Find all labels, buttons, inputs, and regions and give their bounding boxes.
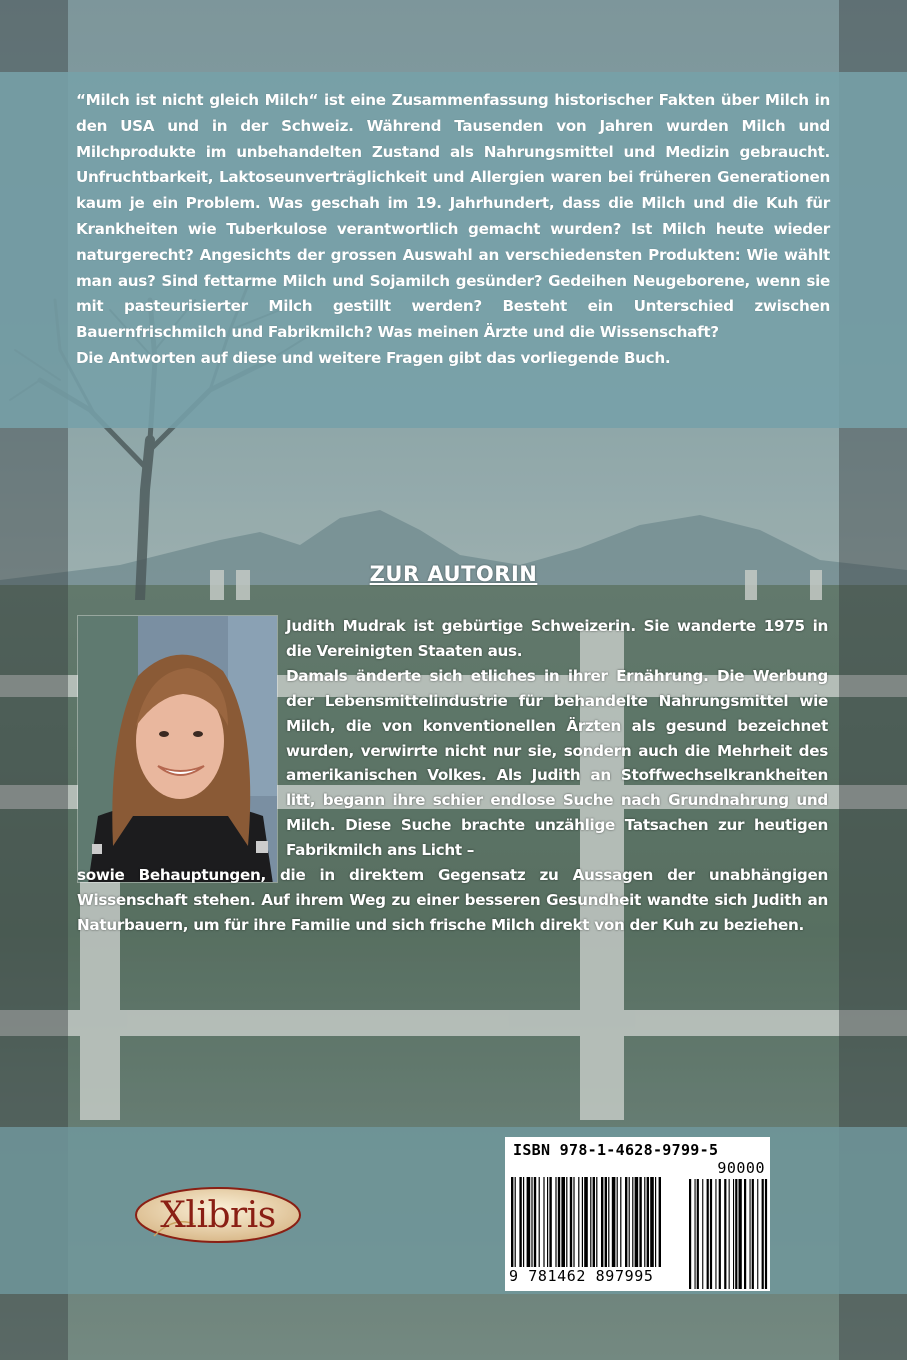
ean-number: 9 781462 897995 <box>507 1267 677 1285</box>
addon-bar <box>765 1179 767 1289</box>
author-bio-continuation: sowie Behauptungen, die in direktem Gegensatz zu Aussagen der unabhängigen Wissenschaft stehen. Auf ihrem Weg zu einer besseren Gesundheit wandte sich Judith an Naturbauern, um für ihre Familie und sich frische Milch direkt von der Kuh zu beziehen. <box>77 866 828 934</box>
isbn-barcode <box>505 1137 770 1291</box>
barcode-addon-number: 90000 <box>717 1159 765 1177</box>
description-closing: Die Antworten auf diese und weitere Fragen gibt das vorliegende Buch. <box>76 348 671 367</box>
description-paragraph: “Milch ist nicht gleich Milch“ ist eine Zusammenfassung historischer Fakten über Milch in den USA und in der Schweiz. Während Tausenden von Jahren wurden Milch und Milchprodukte im unbehandelten Zustand als Nahrungsmittel und Medizin gebraucht. Unfruchtbarkeit, Laktoseunverträglichkeit und Allergien waren bei früheren Generationen kaum je ein Problem. Was geschah im 19. Jahrhundert, dass die Milch und die Kuh für Krankheiten wie Tuberkulose verantwortlich gemacht wurden? Ist Milch heute wieder naturgerecht? Angesichts der grossen Auswahl an verschiedensten Produkten: Wie wählt man aus? Sind fettarme Milch und Sojamilch gesünder? Gedeihen Neugeborene, wenn sie mit pasteurisierter Milch gestillt werden? Besteht ein Unterschied zwischen Bauernfrischmilch und Fabrikmilch? Was meinen Ärzte und die Wissenschaft? <box>76 91 830 342</box>
addon-bar <box>729 1179 730 1289</box>
addon-bar <box>715 1179 716 1289</box>
author-bio-body: Damals änderte sich etliches in ihrer Ernährung. Die Werbung der Lebensmittelindustrie für behandelte Nahrungsmittel wie Milch, die von konventionellen Ärzten als gesund bezeichnet wurden, verwirrte nicht nur sie, sondern auch die Mehrheit des amerikanischen Volkes. Als Judith an Stoffwechselkrankheiten litt, begann ihre schier endlose Suche nach Grundnahrung und Milch. Diese Suche brachte unzählige Tatsachen zur heutigen Fabrikmilch ans Licht – <box>286 666 828 860</box>
addon-bar <box>762 1179 764 1289</box>
addon-bar <box>735 1179 737 1289</box>
addon-bar <box>750 1179 751 1289</box>
addon-bar <box>724 1179 726 1289</box>
addon-bar <box>695 1179 696 1289</box>
author-heading: ZUR AUTORIN <box>369 562 538 586</box>
publisher-logo <box>134 1186 302 1244</box>
isbn-label: ISBN 978-1-4628-9799-5 <box>513 1141 719 1159</box>
addon-bar <box>710 1179 712 1289</box>
author-bio-intro: Judith Mudrak ist gebürtige Schweizerin. Sie wanderte 1975 in die Vereinigten Staaten aus. <box>286 617 828 660</box>
addon-bar <box>752 1179 754 1289</box>
book-description <box>76 88 830 372</box>
addon-bar <box>707 1179 709 1289</box>
addon-bar <box>757 1179 758 1289</box>
addon-bar <box>733 1179 734 1289</box>
addon-bar <box>702 1179 703 1289</box>
addon-bar <box>697 1179 699 1289</box>
author-bio-full-width <box>77 863 828 938</box>
addon-bar <box>739 1179 742 1289</box>
addon-bar <box>719 1179 721 1289</box>
addon-bar <box>689 1179 691 1289</box>
author-bio-side <box>286 614 828 863</box>
publisher-logo-text: Xlibris <box>160 1194 276 1236</box>
author-photo <box>77 615 278 883</box>
addon-bar <box>744 1179 746 1289</box>
